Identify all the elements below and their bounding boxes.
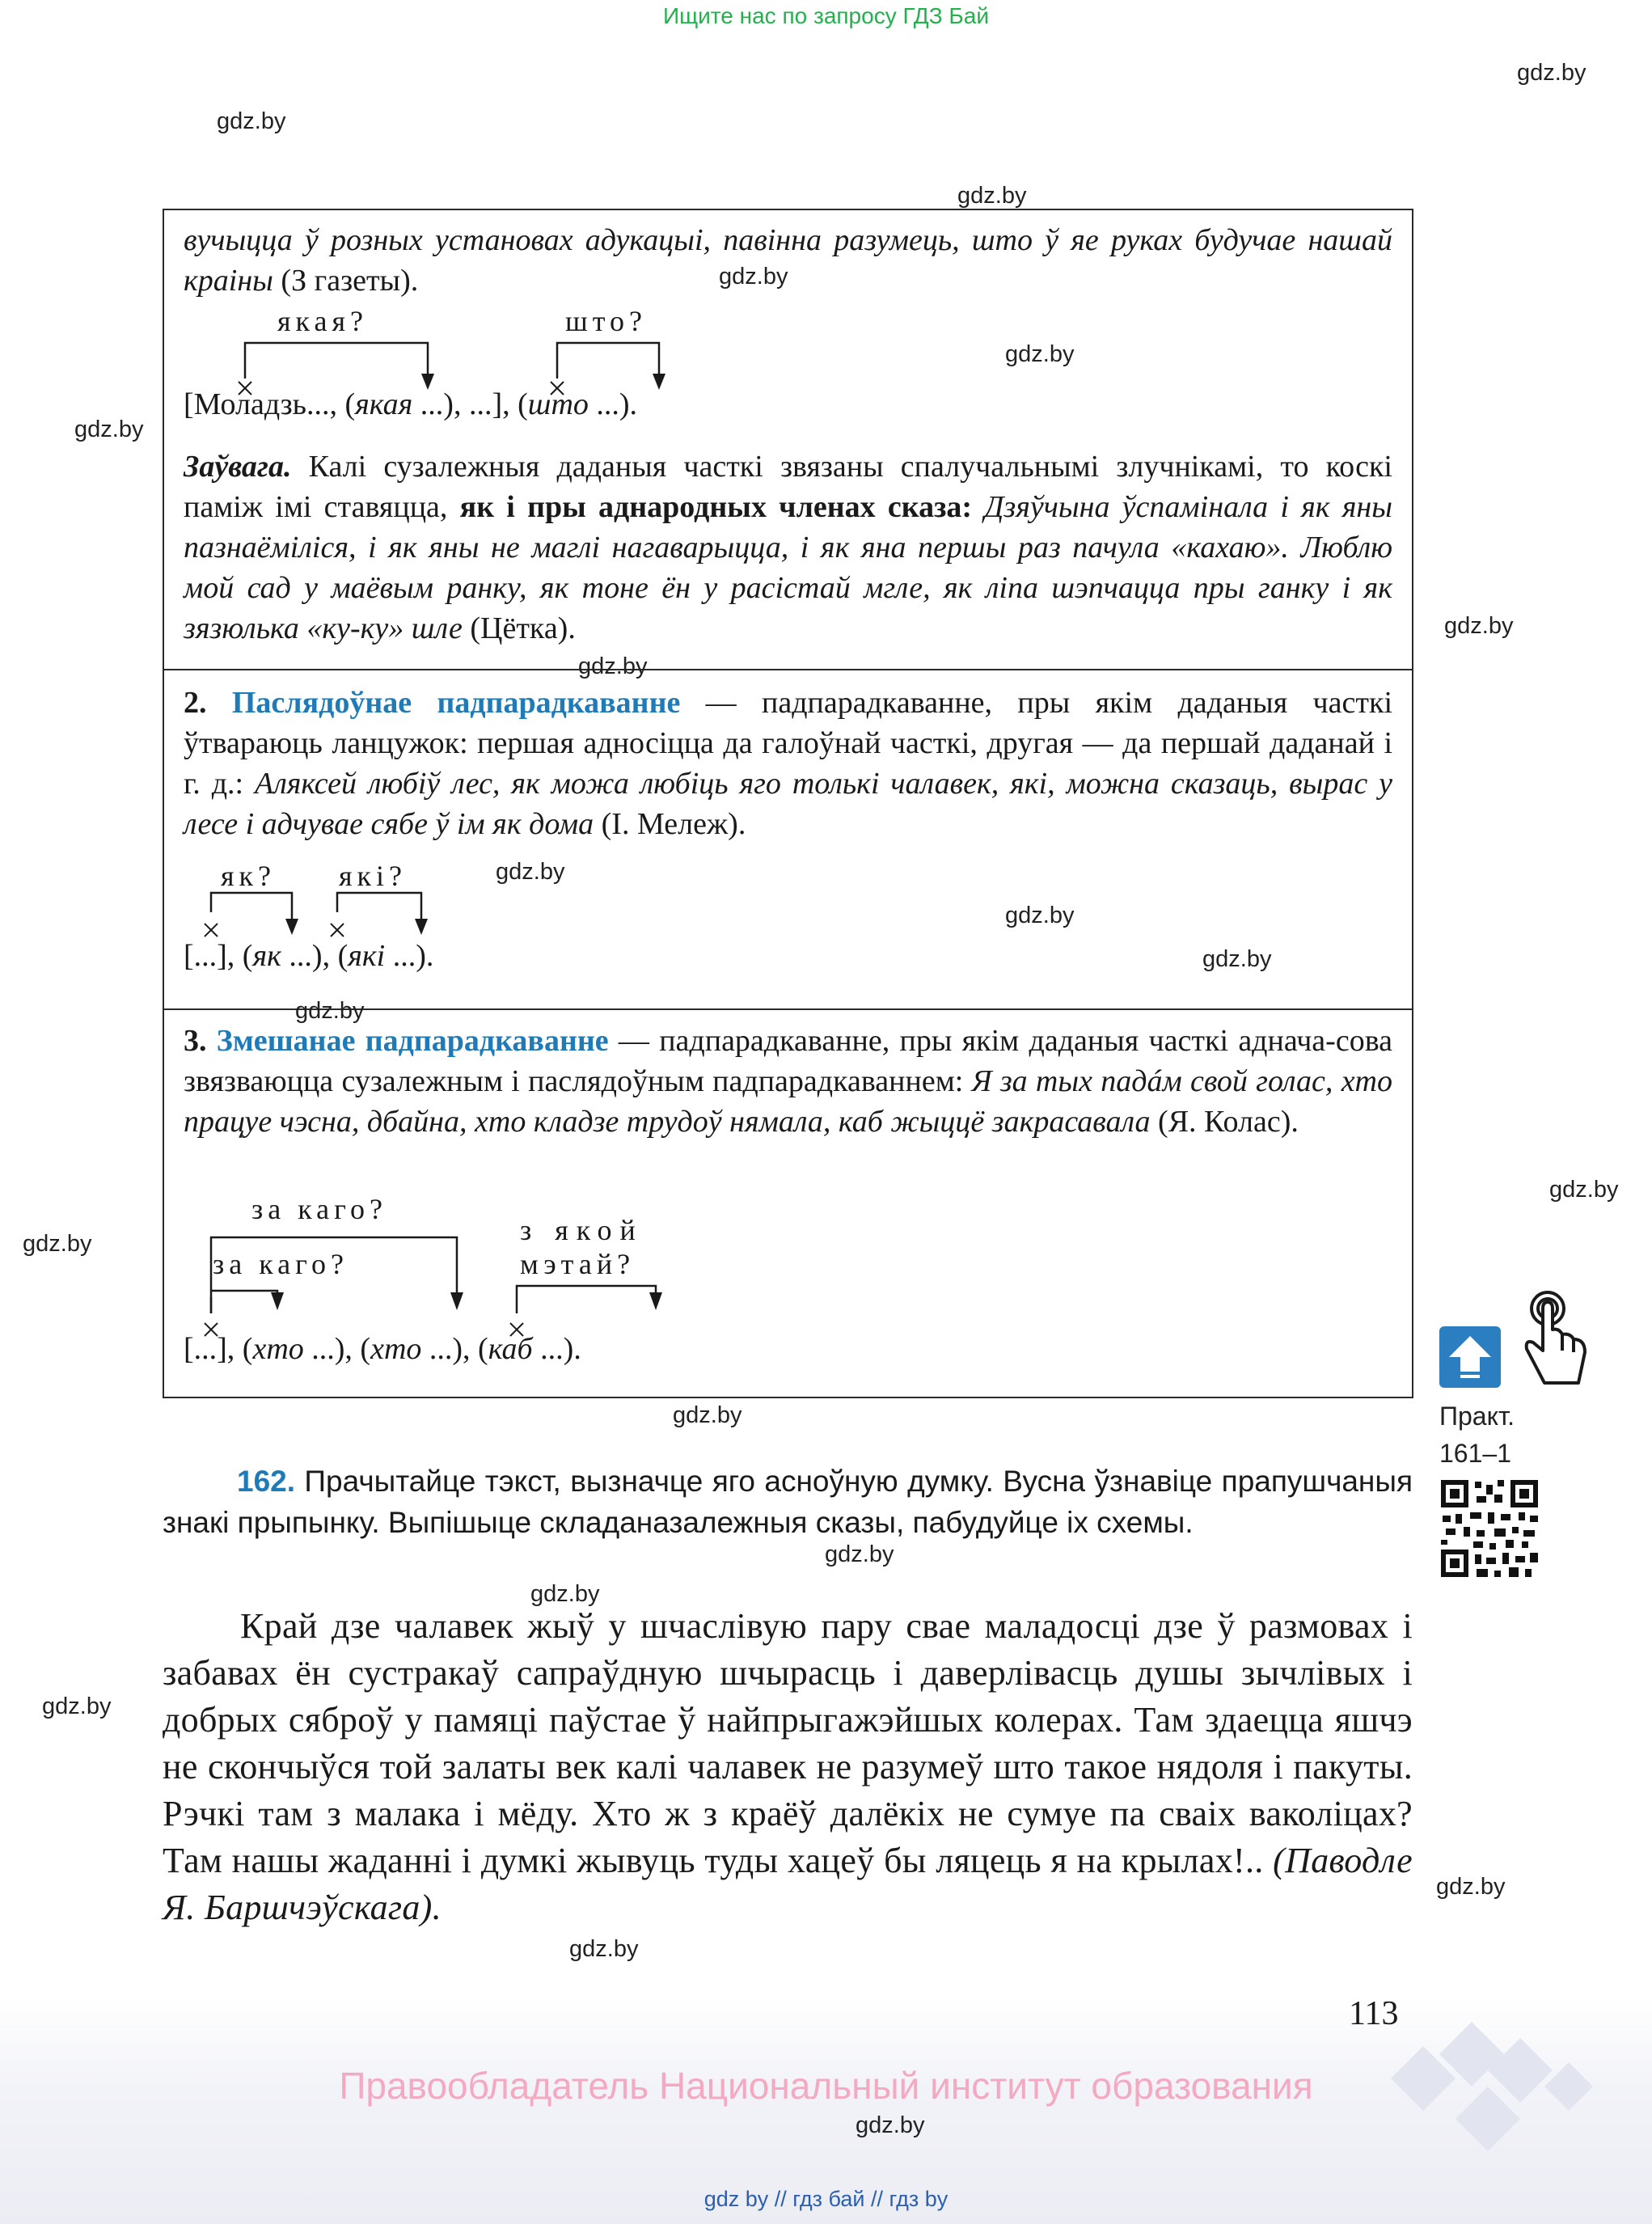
watermark: gdz.by <box>530 1581 600 1607</box>
scheme-part: [...], ( <box>184 1332 253 1366</box>
scheme-part: ...), ( <box>421 1332 488 1366</box>
watermark: gdz.by <box>569 1936 639 1962</box>
intro-source: (З газеты). <box>273 264 419 298</box>
question-label: мэтай? <box>520 1248 636 1280</box>
pointing-hand-icon[interactable] <box>1515 1287 1590 1391</box>
scheme-line <box>184 1331 581 1367</box>
watermark: gdz.by <box>957 183 1027 209</box>
question-label: што? <box>565 305 647 337</box>
watermark: gdz.by <box>1549 1177 1619 1203</box>
watermark: gdz.by <box>673 1402 742 1428</box>
section-source: (І. Мележ). <box>594 807 746 841</box>
watermark: gdz.by <box>1005 341 1075 367</box>
watermark: gdz.by <box>578 653 648 679</box>
scheme-part: ...). <box>385 939 434 973</box>
section-2-paragraph <box>184 683 1392 844</box>
reading-passage <box>163 1603 1413 1931</box>
section-example: Я за тых падáм свой голас, хто працуе чэсна, дбайна, хто кладзе трудоў нямала, каб жыццё закрасавала <box>184 1064 1392 1139</box>
watermark: gdz.by <box>825 1541 894 1567</box>
scheme-part: які <box>348 939 386 973</box>
section-divider <box>164 669 1412 670</box>
section-number: 3. <box>184 1024 207 1058</box>
section-3-paragraph <box>184 1021 1392 1142</box>
scheme-part: ...), ( <box>303 1332 371 1366</box>
question-label: як? <box>221 860 277 892</box>
watermark: gdz.by <box>1444 613 1514 639</box>
watermark: gdz.by <box>42 1693 112 1719</box>
scheme-part: ...), ( <box>281 939 349 973</box>
note-text: Калі сузалежныя даданыя часткі звязаны спалучальнымі злучнікамі, то коскі паміж імі ставяцца, <box>184 450 1392 524</box>
scheme-part: ...), ...], ( <box>412 387 528 421</box>
copyright-notice: Правообладатель Национальный институт образования <box>339 2065 1313 2107</box>
scheme-arrows <box>164 1213 1415 1342</box>
scheme-part: [Моладзь..., ( <box>184 387 356 421</box>
scheme-line <box>184 387 637 422</box>
scheme-part: хто <box>370 1332 422 1366</box>
scheme-line <box>184 938 433 974</box>
watermark: gdz.by <box>217 108 286 134</box>
section-definition: — падпарадкаванне, пры якім даданыя часткі ўтвараюць ланцужок: першая адносіцца да галоўнай часткі, другая — да першай даданай і г. д.: <box>184 686 1392 801</box>
question-label: які? <box>339 860 408 892</box>
watermark: gdz.by <box>1517 60 1587 86</box>
watermark: gdz.by <box>74 416 144 442</box>
note-example: Дзяўчына ўспамінала і як яны пазнаёміліся, і як яны не маглі нагаварыцца, і як яна першы раз пачула «кахаю». Люблю мой сад у маёвым ранку, як тоне ён у расістай мгле, як ліпа шэпчацца пры ганку і як зязюлька «ку-ку» шле <box>184 490 1393 645</box>
scheme-arrows <box>164 841 1415 954</box>
prakt-code: 161–1 <box>1439 1439 1511 1468</box>
qr-code-icon[interactable] <box>1441 1480 1538 1577</box>
watermark: gdz.by <box>1202 946 1272 972</box>
exercise-instruction <box>163 1461 1413 1543</box>
scheme-part: што <box>527 387 589 421</box>
section-term: Паслядоўнае падпарадкаванне <box>231 686 681 720</box>
watermark: gdz.by <box>496 859 565 885</box>
watermark: gdz.by <box>1436 1874 1506 1900</box>
scheme-part: якая <box>355 387 413 421</box>
scheme-part: [...], ( <box>184 939 253 973</box>
note-bold: як і пры аднародных членах сказа: <box>459 490 972 524</box>
question-label: за каго? <box>251 1193 387 1225</box>
question-label: з якой <box>520 1214 644 1246</box>
section-term: Змешанае падпарадкаванне <box>216 1024 609 1058</box>
note-paragraph <box>184 446 1392 649</box>
prakt-label: Практ. <box>1439 1402 1515 1431</box>
intro-italic: вучыцца ў розных установах адукацыі, павінна разумець, што ў яе руках будучае нашай краіны <box>184 223 1392 298</box>
exercise-number: 162. <box>237 1465 296 1498</box>
question-label: за каго? <box>213 1248 349 1280</box>
scheme-part: каб <box>488 1332 533 1366</box>
watermark: gdz.by <box>856 2112 925 2138</box>
scheme-part: як <box>252 939 281 973</box>
watermark: gdz.by <box>295 998 365 1024</box>
page-number: 113 <box>1349 1995 1399 2032</box>
section-source: (Я. Колас). <box>1150 1105 1299 1139</box>
bottom-links[interactable]: gdz by // гдз бай // гдз by <box>703 2187 949 2211</box>
question-label: якая? <box>277 305 369 337</box>
scheme-part: ...). <box>532 1332 581 1366</box>
watermark: gdz.by <box>23 1231 92 1257</box>
note-source: (Цётка). <box>462 611 576 645</box>
passage-text: Край дзе чалавек жыў у шчаслівую пару свае маладосці дзе ў размовах і забавах ён сустракаў сапраўдную шчырасць і даверлівасць душы зычлівых і добрых сяброў у памяці паўстае ў найпрыгажэйшых колерах. Там здаецца яшчэ не скончыўся той залаты век калі чалавек не разумеў што такое нядоля і пакуты. Рэчкі там з малака і мёду. Хто ж з краёў далёкіх не сумуе па сваіх ваколіцах? Там нашы жаданні і думкі жывуць туды хацеў бы ляцець я на крылах!.. <box>163 1606 1413 1880</box>
note-label: Заўвага. <box>184 450 292 484</box>
scheme-part: хто <box>252 1332 304 1366</box>
top-banner[interactable]: Ищите нас по запросу ГДЗ Бай <box>662 3 990 28</box>
watermark: gdz.by <box>719 264 788 290</box>
home-up-arrow-icon[interactable] <box>1439 1326 1501 1388</box>
scheme-part: ...). <box>588 387 638 421</box>
section-number: 2. <box>184 686 207 720</box>
watermark: gdz.by <box>1005 903 1075 928</box>
section-definition: — падпарадкаванне, пры якім даданыя часткі аднача-сова звязваюцца сузалежным і паслядоўным падпарадкаваннем: <box>184 1024 1393 1098</box>
passage-source: (Паводле Я. Баршчэўскага). <box>163 1841 1413 1927</box>
rule-box <box>163 209 1413 1398</box>
section-example: Аляксей любіў лес, як можа любіць яго толькі чалавек, які, можна сказаць, вырас у лесе і адчувае сябе ў ім як дома <box>184 767 1392 841</box>
exercise-text: Прачытайце тэкст, вызначце яго асноўную думку. Вусна ўзнавіце прапушчаныя знакі прыпынку. Выпішыце складаназалежныя сказы, пабудуйце іх схемы. <box>163 1465 1413 1539</box>
